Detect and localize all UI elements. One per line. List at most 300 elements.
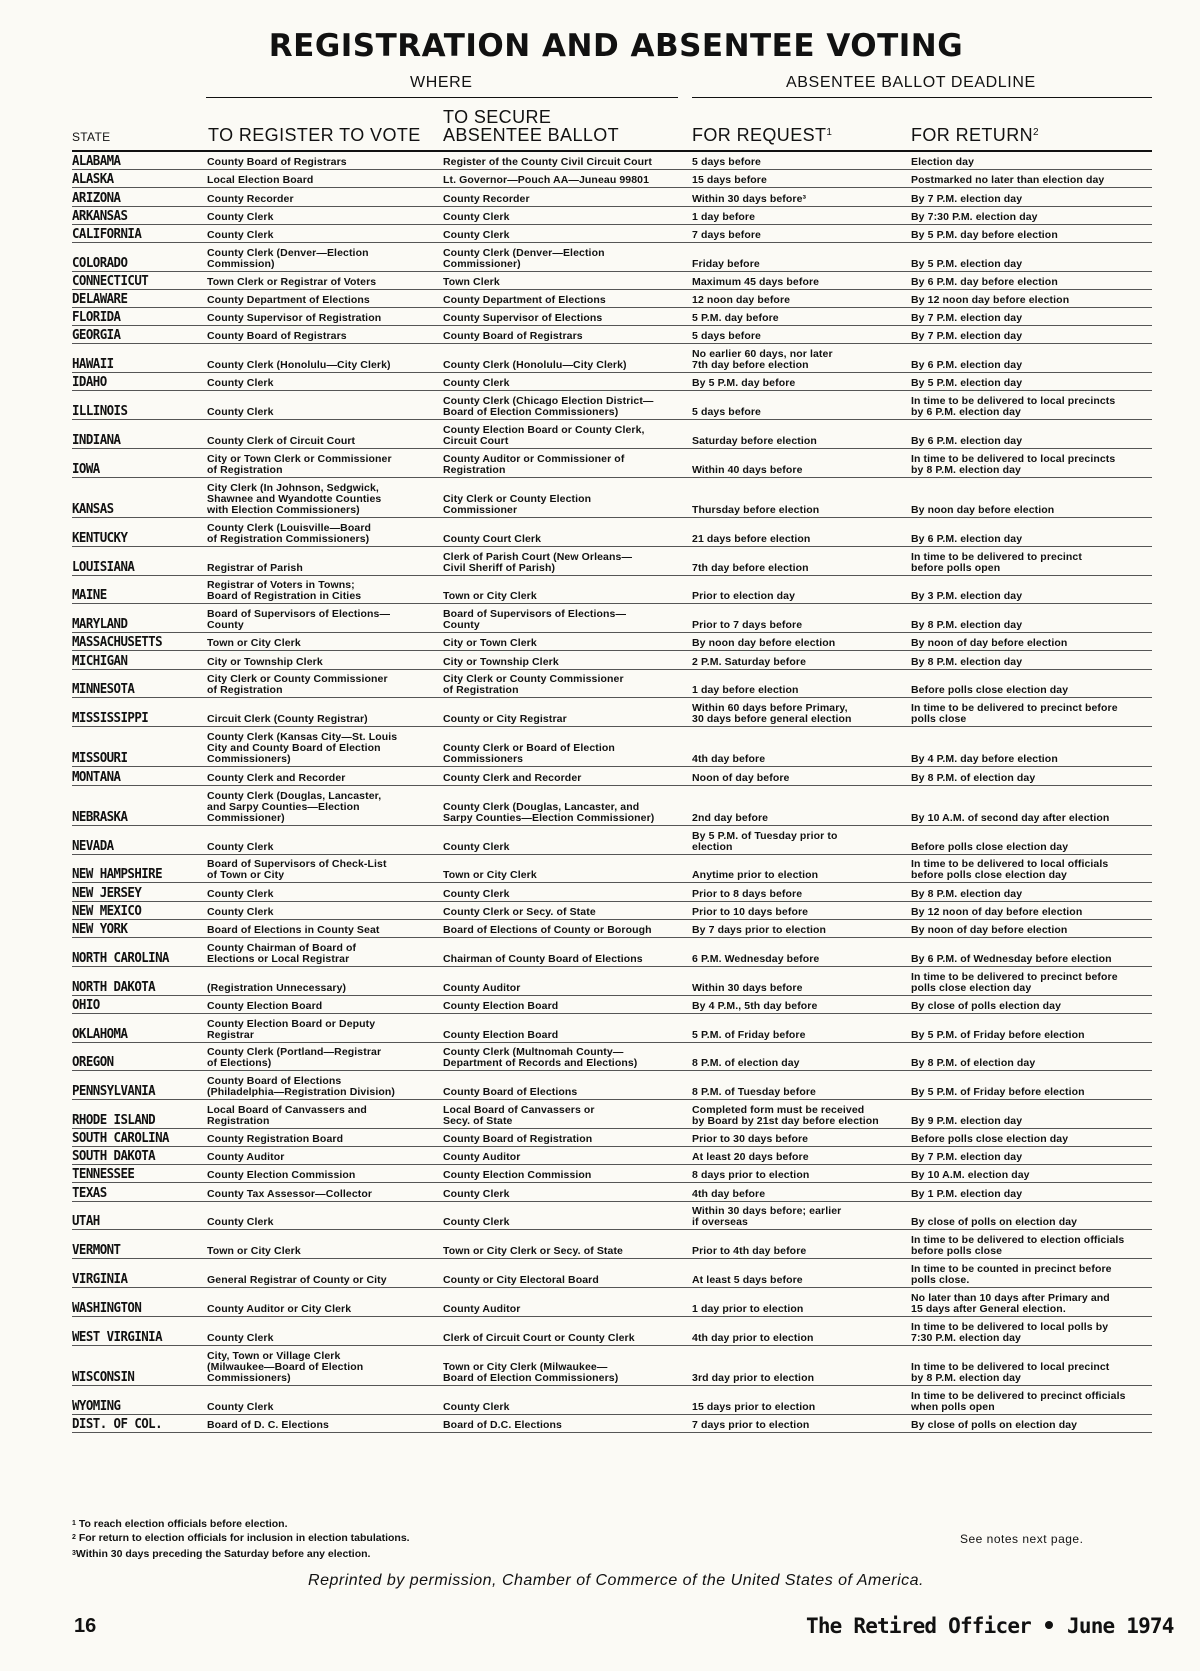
absentee-ballot-cell: Town Clerk: [443, 276, 500, 288]
request-cell: Prior to election day: [692, 591, 796, 603]
table-row: [72, 243, 1152, 272]
state-cell: OKLAHOMA: [72, 1026, 128, 1041]
absentee-ballot-cell: City Clerk or County Election Commissioner: [443, 494, 592, 517]
state-cell: VERMONT: [72, 1243, 121, 1258]
absentee-ballot-cell: County Department of Elections: [443, 295, 606, 307]
return-cell: By 5 P.M. day before election: [911, 229, 1058, 241]
table-row: [72, 727, 1152, 767]
state-cell: INDIANA: [72, 433, 121, 448]
state-cell: NEW JERSEY: [72, 885, 142, 900]
state-cell: ALABAMA: [72, 154, 121, 169]
request-cell: Completed form must be received by Board by 21st day before election: [692, 1104, 879, 1127]
absentee-ballot-cell: Clerk of Parish Court (New Orleans— Civil Sheriff of Parish): [443, 551, 633, 574]
request-cell: 4th day before: [692, 1188, 766, 1200]
return-cell: In time to be delivered to precinct before polls open: [911, 551, 1082, 574]
register-cell: City Clerk (In Johnson, Sedgwick, Shawnee and Wyandotte Counties with Election Commissioners): [207, 483, 382, 517]
table-row: [72, 826, 1152, 855]
issue-date: June 1974: [1067, 1614, 1174, 1638]
absentee-ballot-cell: County Clerk or Board of Election Commissioners: [443, 743, 615, 766]
absentee-ballot-cell: County Clerk: [443, 888, 510, 900]
absentee-ballot-cell: County Board of Registration: [443, 1134, 593, 1146]
register-cell: (Registration Unnecessary): [207, 982, 347, 994]
state-cell: FLORIDA: [72, 310, 121, 325]
register-cell: City, Town or Village Clerk (Milwaukee—Board of Election Commissioners): [207, 1350, 364, 1384]
absentee-ballot-cell: County Auditor: [443, 982, 521, 994]
return-cell: In time to be delivered to precinct before polls close election day: [911, 971, 1118, 994]
table-row: [72, 1288, 1152, 1317]
table-row: [72, 604, 1152, 633]
request-cell: By 5 P.M. of Tuesday prior to election: [692, 830, 838, 853]
register-cell: County Election Board or Deputy Registrar: [207, 1018, 376, 1041]
register-cell: County Clerk of Circuit Court: [207, 436, 356, 448]
table-row: [72, 308, 1152, 326]
table-row: [72, 633, 1152, 651]
return-cell: By 7 P.M. election day: [911, 313, 1023, 325]
state-cell: CALIFORNIA: [72, 226, 142, 241]
table-row: [72, 767, 1152, 785]
footnote-mark: 1: [72, 1520, 76, 1527]
register-cell: County Auditor: [207, 1152, 285, 1164]
state-cell: NORTH DAKOTA: [72, 979, 156, 994]
return-cell: By 6 P.M. day before election: [911, 276, 1058, 288]
absentee-ballot-cell: County or City Electoral Board: [443, 1275, 599, 1287]
register-cell: County Clerk (Kansas City—St. Louis City and County Board of Election Commissioners): [207, 732, 398, 766]
page-number: 16: [74, 1615, 97, 1637]
absentee-ballot-cell: County Recorder: [443, 193, 530, 205]
state-cell: MARYLAND: [72, 617, 128, 632]
absentee-ballot-cell: Board of Supervisors of Elections— County: [443, 609, 627, 632]
table-row: [72, 855, 1152, 884]
return-cell: By 5 P.M. of Friday before election: [911, 1087, 1085, 1099]
table-row: [72, 170, 1152, 188]
table-row: [72, 272, 1152, 290]
request-cell: Prior to 30 days before: [692, 1134, 809, 1146]
footnote-text: For return to election officials for inclusion in election tabulations.: [75, 1532, 410, 1544]
state-column-header: STATE: [72, 130, 111, 144]
state-cell: KENTUCKY: [72, 530, 128, 545]
request-cell: 5 P.M. day before: [692, 313, 779, 325]
request-cell: By 4 P.M., 5th day before: [692, 1000, 818, 1012]
state-cell: PENNSYLVANIA: [72, 1084, 156, 1099]
request-header-label: FOR REQUEST: [692, 125, 827, 145]
request-cell: 4th day prior to election: [692, 1332, 814, 1344]
return-cell: By noon of day before election: [911, 924, 1068, 936]
table-row: [72, 920, 1152, 938]
absentee-ballot-cell: Lt. Governor—Pouch AA—Juneau 99801: [443, 175, 650, 187]
return-cell: In time to be delivered to local precincts by 6 P.M. election day: [911, 396, 1116, 419]
return-cell: By 5 P.M. election day: [911, 258, 1023, 270]
return-cell: Before polls close election day: [911, 841, 1069, 853]
state-cell: VIRGINIA: [72, 1272, 128, 1287]
return-cell: By close of polls election day: [911, 1000, 1062, 1012]
state-cell: IOWA: [72, 461, 100, 476]
request-cell: 2 P.M. Saturday before: [692, 656, 807, 668]
absentee-ballot-cell: County Clerk: [443, 1217, 510, 1229]
absentee-ballot-cell: Town or City Clerk: [443, 870, 537, 882]
register-cell: County Board of Registrars: [207, 157, 347, 169]
absentee-ballot-cell: County Clerk (Douglas, Lancaster, and Sarpy Counties—Election Commissioner): [443, 801, 655, 824]
request-cell: 7th day before election: [692, 562, 809, 574]
state-cell: LOUISIANA: [72, 559, 135, 574]
register-cell: County Clerk: [207, 1332, 274, 1344]
absentee-ballot-cell: County Board of Registrars: [443, 331, 583, 343]
return-cell: In time to be delivered to local polls by 7:30 P.M. election day: [911, 1321, 1109, 1344]
return-cell: In time to be delivered to local officials before polls close election day: [911, 859, 1109, 882]
return-cell: By noon of day before election: [911, 638, 1068, 650]
table-row: [72, 207, 1152, 225]
absentee-ballot-cell: City Clerk or County Commissioner of Registration: [443, 674, 624, 697]
request-cell: Within 30 days before: [692, 982, 803, 994]
return-cell: By 1 P.M. election day: [911, 1188, 1023, 1200]
footnote-1: [72, 1517, 772, 1531]
request-cell: Prior to 7 days before: [692, 620, 803, 632]
absentee-ballot-cell: Board of D.C. Elections: [443, 1419, 562, 1431]
register-cell: County Board of Registrars: [207, 331, 347, 343]
return-cell: Election day: [911, 157, 975, 169]
return-cell: Before polls close election day: [911, 1134, 1069, 1146]
absentee-ballot-cell: County Election Board: [443, 1000, 559, 1012]
register-cell: General Registrar of County or City: [207, 1275, 387, 1287]
state-cell: OREGON: [72, 1055, 114, 1070]
return-cell: In time to be delivered to local precinct by 8 P.M. election day: [911, 1361, 1110, 1384]
absentee-ballot-cell: Clerk of Circuit Court or County Clerk: [443, 1332, 635, 1344]
request-cell: 21 days before election: [692, 533, 811, 545]
state-cell: NEVADA: [72, 838, 114, 853]
absentee-ballot-cell: County Supervisor of Elections: [443, 313, 603, 325]
footnote-mark: 3: [72, 1550, 76, 1557]
table-row: [72, 670, 1152, 699]
request-column-header: [692, 126, 832, 144]
state-cell: ILLINOIS: [72, 404, 128, 419]
register-cell: Board of Supervisors of Elections— County: [207, 609, 391, 632]
register-cell: County Election Board: [207, 1000, 323, 1012]
request-cell: Within 60 days before Primary, 30 days before general election: [692, 703, 852, 726]
absentee-ballot-cell: County Auditor or Commissioner of Registration: [443, 453, 625, 476]
return-footnote-mark: 2: [1033, 127, 1039, 138]
register-cell: County Clerk: [207, 888, 274, 900]
deadline-group-rule: [692, 97, 1152, 98]
footnote-3: [72, 1547, 772, 1561]
register-cell: Board of Elections in County Seat: [207, 924, 380, 936]
absentee-ballot-cell: County Clerk and Recorder: [443, 772, 582, 784]
register-cell: Town or City Clerk: [207, 1246, 301, 1258]
state-cell: WASHINGTON: [72, 1300, 142, 1315]
return-cell: By 4 P.M. day before election: [911, 754, 1058, 766]
state-cell: OHIO: [72, 997, 100, 1012]
state-cell: WISCONSIN: [72, 1369, 135, 1384]
credit-line: Reprinted by permission, Chamber of Commerce of the United States of America.: [308, 1572, 924, 1589]
return-cell: By 6 P.M. election day: [911, 436, 1023, 448]
table-row: [72, 518, 1152, 547]
table-row: [72, 1386, 1152, 1415]
table-row: [72, 996, 1152, 1014]
see-notes: See notes next page.: [960, 1532, 1084, 1546]
return-cell: By 7 P.M. election day: [911, 331, 1023, 343]
register-cell: County Clerk: [207, 229, 274, 241]
table-row: [72, 420, 1152, 449]
return-cell: By 12 noon of day before election: [911, 906, 1083, 918]
register-cell: County Registration Board: [207, 1134, 344, 1146]
state-cell: DIST. OF COL.: [72, 1416, 163, 1431]
request-cell: Friday before: [692, 258, 760, 270]
absentee-ballot-cell: County Clerk: [443, 211, 510, 223]
table-row: [72, 938, 1152, 967]
return-cell: By 8 P.M. election day: [911, 656, 1023, 668]
return-header-label: FOR RETURN: [911, 125, 1033, 145]
table-row: [72, 698, 1152, 727]
return-cell: By 8 P.M. of election day: [911, 1058, 1036, 1070]
request-cell: Within 30 days before; earlier if overseas: [692, 1206, 842, 1229]
register-cell: Registrar of Parish: [207, 562, 303, 574]
table-row: [72, 1165, 1152, 1183]
where-group-label: WHERE: [410, 74, 473, 91]
register-cell: City or Township Clerk: [207, 656, 323, 668]
register-cell: City Clerk or County Commissioner of Registration: [207, 674, 388, 697]
return-cell: In time to be delivered to precinct before polls close: [911, 703, 1118, 726]
request-cell: Noon of day before: [692, 772, 790, 784]
register-cell: Local Board of Canvassers and Registration: [207, 1104, 367, 1127]
absentee-ballot-cell: County Clerk: [443, 841, 510, 853]
table-row: [72, 1230, 1152, 1259]
return-cell: By 9 P.M. election day: [911, 1115, 1023, 1127]
table-row: [72, 1259, 1152, 1288]
return-cell: In time to be delivered to precinct officials when polls open: [911, 1390, 1126, 1413]
table-row: [72, 1043, 1152, 1072]
footnote-text: Within 30 days preceding the Saturday before any election.: [75, 1548, 371, 1560]
table-row: [72, 391, 1152, 420]
table-row: [72, 786, 1152, 826]
table-row: [72, 1183, 1152, 1201]
request-cell: Within 40 days before: [692, 464, 803, 476]
state-cell: MISSOURI: [72, 751, 128, 766]
state-cell: MICHIGAN: [72, 653, 128, 668]
return-cell: By 8 P.M. election day: [911, 888, 1023, 900]
state-cell: MINNESOTA: [72, 682, 135, 697]
state-cell: MISSISSIPPI: [72, 711, 149, 726]
return-cell: By 6 P.M. of Wednesday before election: [911, 953, 1112, 965]
state-cell: DELAWARE: [72, 292, 128, 307]
request-cell: 4th day before: [692, 754, 766, 766]
table-row: [72, 1317, 1152, 1346]
state-cell: MONTANA: [72, 769, 121, 784]
state-cell: MASSACHUSETTS: [72, 635, 163, 650]
request-cell: 1 day before election: [692, 685, 799, 697]
register-cell: Town Clerk or Registrar of Voters: [207, 276, 377, 288]
state-cell: RHODE ISLAND: [72, 1112, 156, 1127]
absentee-ballot-cell: County Election Board: [443, 1029, 559, 1041]
table-row: [72, 225, 1152, 243]
request-cell: Within 30 days before³: [692, 193, 807, 205]
register-cell: County Supervisor of Registration: [207, 313, 382, 325]
state-cell: IDAHO: [72, 375, 107, 390]
absentee-ballot-cell: Town or City Clerk or Secy. of State: [443, 1246, 623, 1258]
publication-name: The Retired Officer: [806, 1614, 1032, 1638]
table-row: [72, 1014, 1152, 1043]
absentee-ballot-cell: Board of Elections of County or Borough: [443, 924, 652, 936]
request-cell: 5 days before: [692, 331, 761, 343]
request-cell: 5 P.M. of Friday before: [692, 1029, 806, 1041]
table-row: [72, 344, 1152, 373]
absentee-ballot-cell: County Clerk (Chicago Election District— Board of Election Commissioners): [443, 396, 654, 419]
request-cell: 15 days prior to election: [692, 1401, 816, 1413]
state-cell: GEORGIA: [72, 328, 121, 343]
return-cell: Postmarked no later than election day: [911, 175, 1105, 187]
absentee-ballot-cell: County Election Board or County Clerk, Circuit Court: [443, 425, 645, 448]
request-cell: By 5 P.M. day before: [692, 378, 796, 390]
request-cell: 7 days before: [692, 229, 761, 241]
state-cell: CONNECTICUT: [72, 273, 149, 288]
request-cell: Prior to 10 days before: [692, 906, 809, 918]
request-cell: 8 P.M. of election day: [692, 1058, 800, 1070]
register-cell: County Auditor or City Clerk: [207, 1303, 352, 1315]
absentee-ballot-cell: County Auditor: [443, 1152, 521, 1164]
footnote-mark: 2: [72, 1534, 76, 1541]
register-cell: County Board of Elections (Philadelphia—Registration Division): [207, 1076, 395, 1099]
footnotes: [72, 1517, 772, 1561]
table-row: [72, 326, 1152, 344]
table-row: [72, 902, 1152, 920]
absentee-ballot-cell: County or City Registrar: [443, 714, 567, 726]
state-cell: COLORADO: [72, 255, 128, 270]
table-row: [72, 152, 1152, 170]
request-cell: 12 noon day before: [692, 295, 791, 307]
return-cell: By 8 P.M. election day: [911, 620, 1023, 632]
absentee-ballot-cell: City or Township Clerk: [443, 656, 559, 668]
state-cell: WEST VIRGINIA: [72, 1329, 163, 1344]
request-cell: By noon day before election: [692, 638, 836, 650]
request-cell: 7 days prior to election: [692, 1419, 810, 1431]
register-cell: County Clerk (Portland—Registrar of Elections): [207, 1047, 382, 1070]
state-cell: TENNESSEE: [72, 1167, 135, 1182]
absentee-ballot-cell: County Clerk or Secy. of State: [443, 906, 596, 918]
request-cell: By 7 days prior to election: [692, 924, 826, 936]
register-cell: Registrar of Voters in Towns; Board of Registration in Cities: [207, 580, 362, 603]
absentee-ballot-cell: County Auditor: [443, 1303, 521, 1315]
absentee-ballot-cell: County Clerk (Denver—Election Commissioner): [443, 247, 605, 270]
state-cell: NEBRASKA: [72, 809, 128, 824]
request-cell: 8 P.M. of Tuesday before: [692, 1087, 816, 1099]
request-cell: 1 day prior to election: [692, 1303, 804, 1315]
request-cell: 1 day before: [692, 211, 756, 223]
page-title: REGISTRATION AND ABSENTEE VOTING: [268, 28, 964, 64]
return-cell: By 7 P.M. election day: [911, 193, 1023, 205]
return-cell: By 10 A.M. of second day after election: [911, 812, 1110, 824]
register-cell: Board of Supervisors of Check-List of Town or City: [207, 859, 387, 882]
absentee-ballot-cell: County Court Clerk: [443, 533, 542, 545]
request-cell: At least 5 days before: [692, 1275, 803, 1287]
register-cell: County Clerk and Recorder: [207, 772, 346, 784]
table-row: [72, 1100, 1152, 1129]
register-cell: County Tax Assessor—Collector: [207, 1188, 373, 1200]
table-row: [72, 883, 1152, 901]
state-cell: NEW MEXICO: [72, 903, 142, 918]
state-cell: SOUTH CAROLINA: [72, 1131, 169, 1146]
state-cell: WYOMING: [72, 1398, 121, 1413]
state-cell: NEW YORK: [72, 921, 128, 936]
absentee-ballot-cell: County Election Commission: [443, 1170, 592, 1182]
register-cell: City or Town Clerk or Commissioner of Registration: [207, 453, 392, 476]
register-cell: County Recorder: [207, 193, 294, 205]
table-row: [72, 1346, 1152, 1386]
table-row: [72, 373, 1152, 391]
register-column-header: TO REGISTER TO VOTE: [208, 125, 421, 145]
state-cell: MAINE: [72, 588, 107, 603]
table-row: [72, 1071, 1152, 1100]
request-cell: 8 days prior to election: [692, 1170, 810, 1182]
table-row: [72, 651, 1152, 669]
register-cell: County Clerk (Honolulu—City Clerk): [207, 360, 391, 372]
absentee-ballot-cell: County Clerk: [443, 378, 510, 390]
table-row: [72, 1147, 1152, 1165]
absentee-ballot-cell: County Board of Elections: [443, 1087, 578, 1099]
secure-column-header: TO SECURE ABSENTEE BALLOT: [443, 107, 620, 145]
register-cell: County Clerk: [207, 407, 274, 419]
return-cell: By 12 noon day before election: [911, 295, 1070, 307]
register-cell: County Department of Elections: [207, 295, 370, 307]
table-row: [72, 1202, 1152, 1231]
return-cell: By 7:30 P.M. election day: [911, 211, 1038, 223]
table-row: [72, 478, 1152, 518]
state-cell: KANSAS: [72, 502, 114, 517]
return-cell: No later than 10 days after Primary and 15 days after General election.: [911, 1292, 1110, 1315]
absentee-ballot-cell: County Clerk: [443, 229, 510, 241]
state-cell: UTAH: [72, 1214, 100, 1229]
absentee-ballot-cell: Town or City Clerk: [443, 591, 537, 603]
return-cell: By 5 P.M. of Friday before election: [911, 1029, 1085, 1041]
return-cell: By 8 P.M. of election day: [911, 772, 1036, 784]
register-cell: County Clerk (Louisville—Board of Registration Commissioners): [207, 522, 372, 545]
request-cell: Prior to 4th day before: [692, 1246, 807, 1258]
request-cell: Saturday before election: [692, 436, 817, 448]
table-row: [72, 967, 1152, 996]
bullet-separator: [1045, 1621, 1053, 1629]
absentee-ballot-cell: Register of the County Civil Circuit Court: [443, 157, 652, 169]
register-cell: Town or City Clerk: [207, 638, 301, 650]
return-cell: By 6 P.M. election day: [911, 533, 1023, 545]
register-cell: County Clerk: [207, 841, 274, 853]
return-column-header: [911, 126, 1039, 144]
footnote-2: [72, 1531, 772, 1545]
state-cell: ARIZONA: [72, 190, 121, 205]
return-cell: In time to be counted in precinct before polls close.: [911, 1264, 1112, 1287]
request-cell: Prior to 8 days before: [692, 888, 803, 900]
request-cell: No earlier 60 days, nor later 7th day before election: [692, 349, 833, 372]
return-cell: In time to be delivered to election officials before polls close: [911, 1235, 1125, 1258]
where-group-rule: [206, 97, 678, 98]
request-cell: Thursday before election: [692, 505, 820, 517]
register-cell: Circuit Clerk (County Registrar): [207, 714, 368, 726]
state-cell: ARKANSAS: [72, 208, 128, 223]
absentee-ballot-cell: County Clerk (Multnomah County— Department of Records and Elections): [443, 1047, 638, 1070]
state-cell: ALASKA: [72, 172, 114, 187]
return-cell: By 10 A.M. election day: [911, 1170, 1030, 1182]
request-cell: 15 days before: [692, 175, 767, 187]
table-row: [72, 188, 1152, 206]
return-cell: By 3 P.M. election day: [911, 591, 1023, 603]
return-cell: In time to be delivered to local precincts by 8 P.M. election day: [911, 453, 1116, 476]
absentee-ballot-cell: County Clerk: [443, 1401, 510, 1413]
return-cell: Before polls close election day: [911, 685, 1069, 697]
request-cell: Maximum 45 days before: [692, 276, 820, 288]
state-cell: TEXAS: [72, 1185, 107, 1200]
register-cell: County Clerk (Denver—Election Commission): [207, 247, 369, 270]
publication-footer: [806, 1614, 1174, 1638]
register-cell: County Chairman of Board of Elections or Local Registrar: [207, 942, 357, 965]
request-cell: 5 days before: [692, 407, 761, 419]
return-cell: By 6 P.M. election day: [911, 360, 1023, 372]
absentee-ballot-cell: Town or City Clerk (Milwaukee— Board of Election Commissioners): [443, 1361, 619, 1384]
return-cell: By close of polls on election day: [911, 1419, 1078, 1431]
